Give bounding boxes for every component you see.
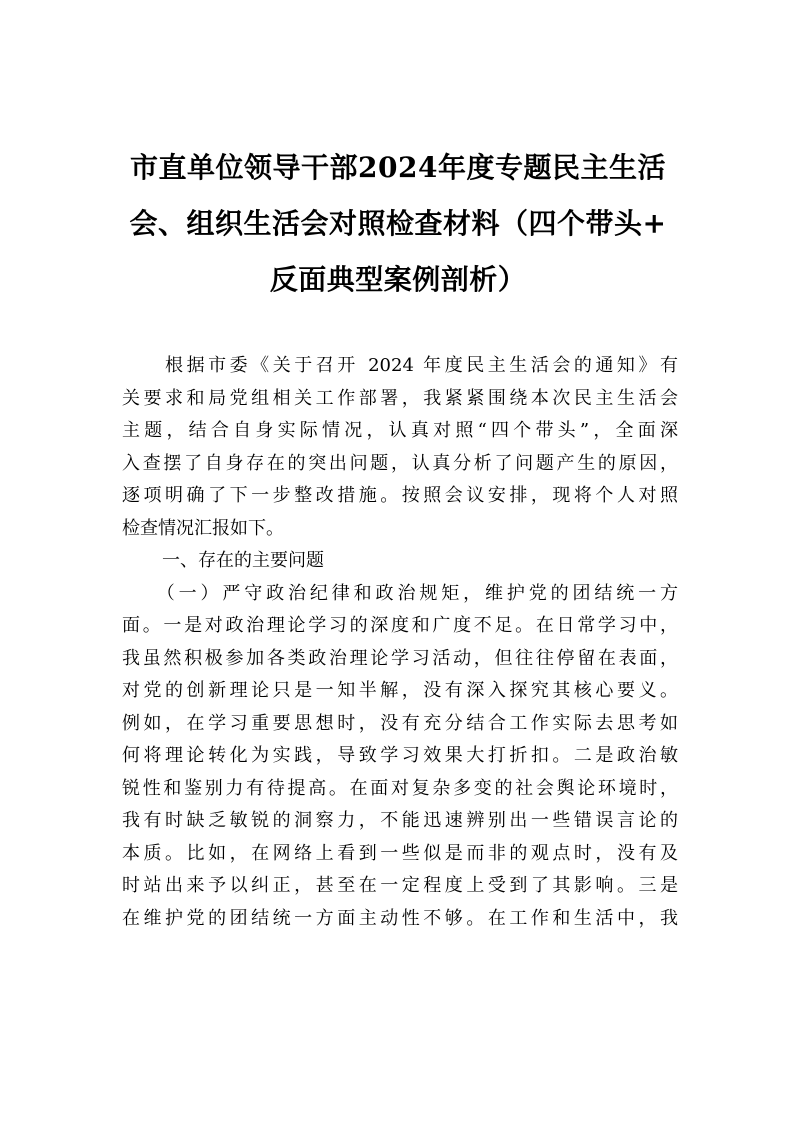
title-line-2: 会、组织生活会对照检查材料（四个带头+ (129, 207, 667, 240)
section-line-6: 何将理论转化为实践，导致学习效果大打折扣。二是政治敏 (122, 745, 678, 766)
section-line-11: 在维护党的团结统一方面主动性不够。在工作和生活中，我 (122, 907, 678, 929)
title-line-3: 反面典型案例剖析） (269, 263, 527, 296)
document-body (122, 350, 678, 935)
section-line-8: 我有时缺乏敏锐的洞察力，不能迅速辨别出一些错误言论的 (122, 810, 678, 831)
intro-line-4: 入查摆了自身存在的突出问题，认真分析了问题产生的原因， (122, 452, 678, 474)
title-line-1: 市直单位领导干部2024年度专题民主生活 (130, 151, 666, 184)
intro-line-1: 根据市委《关于召开 2024 年度民主生活会的通知》有 (122, 355, 678, 376)
section-line-4: 对党的创新理论只是一知半解，没有深入探究其核心要义。 (122, 680, 678, 701)
section-line-3: 我虽然积极参加各类政治理论学习活动，但往往停留在表面， (122, 647, 678, 669)
section-paragraph (122, 578, 678, 936)
document-title (118, 140, 678, 308)
intro-line-2: 关要求和局党组相关工作部署，我紧紧围绕本次民主生活会 (122, 387, 678, 409)
section-line-7: 锐性和鉴别力有待提高。在面对复杂多变的社会舆论环境时， (122, 777, 678, 799)
section-line-1: （一）严守政治纪律和政治规矩，维护党的团结统一方 (122, 582, 678, 604)
section-line-2: 面。一是对政治理论学习的深度和广度不足。在日常学习中， (122, 615, 678, 636)
section-heading: 一、存在的主要问题 (162, 550, 324, 571)
section-line-9: 本质。比如，在网络上看到一些似是而非的观点时，没有及 (122, 842, 678, 864)
intro-line-3: 主题，结合自身实际情况，认真对照“四个带头”，全面深 (122, 420, 678, 441)
intro-paragraph (122, 350, 678, 545)
section-line-5: 例如，在学习重要思想时，没有充分结合工作实际去思考如 (122, 712, 678, 734)
section-line-10: 时站出来予以纠正，甚至在一定程度上受到了其影响。三是 (122, 875, 678, 896)
intro-line-6: 检查情况汇报如下。 (122, 517, 284, 539)
intro-line-5: 逐项明确了下一步整改措施。按照会议安排，现将个人对照 (122, 485, 678, 506)
